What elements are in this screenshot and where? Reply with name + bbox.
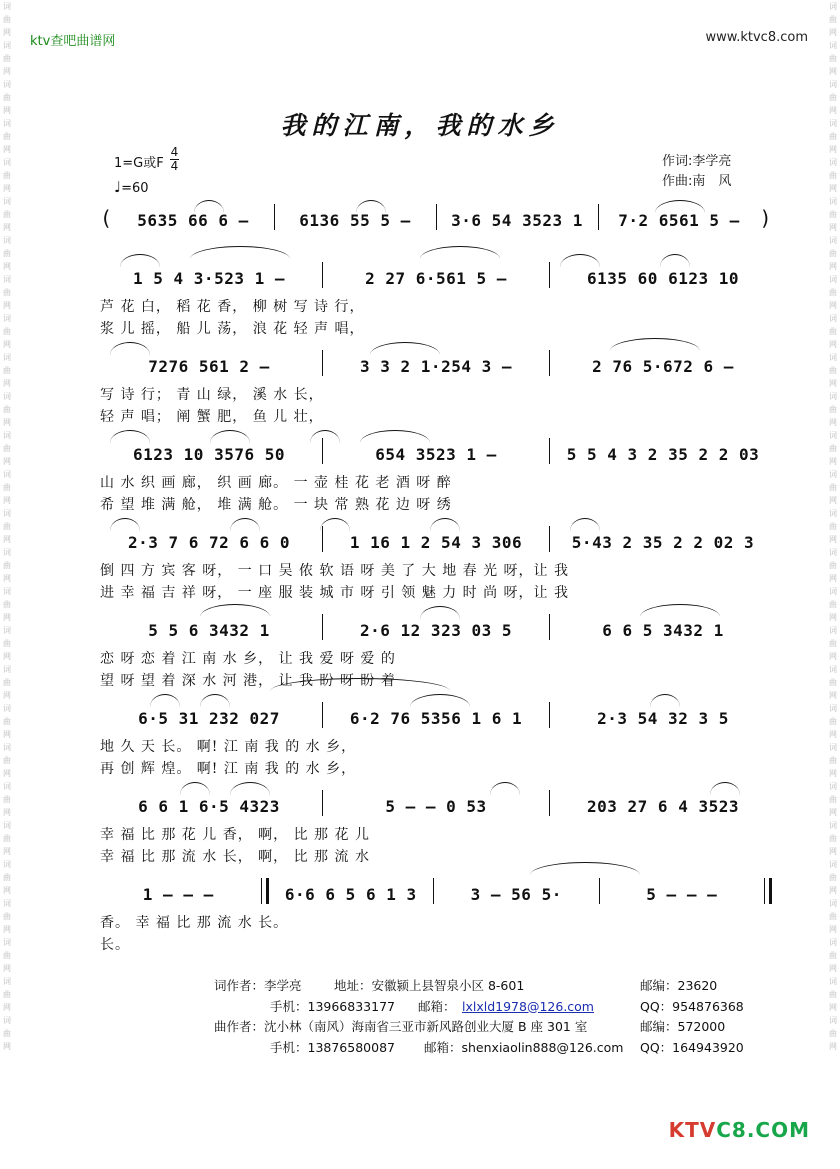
lyric-verse-2: 浆 儿 摇， 船 儿 荡， 浪 花 轻 声 唱，	[100, 321, 365, 337]
barline	[322, 702, 323, 728]
slur	[420, 606, 460, 619]
barline	[599, 878, 600, 904]
composer-postcode: 邮编：572000	[640, 1019, 726, 1034]
time-signature-bottom: 4	[170, 159, 179, 173]
slur	[710, 782, 740, 795]
lyric-verse-1: 幸 福 比 那 花 儿 香， 啊， 比 那 花 儿	[100, 827, 370, 843]
score-system	[100, 790, 772, 868]
measure: 2·6 12 323 03 5	[360, 621, 512, 640]
logo-part-1: KTV	[668, 1118, 717, 1142]
lyric-verse-1: 倒 四 方 宾 客 呀， 一 口 吴 侬 软 语 呀 美 了 大 地 春 光 呀，让 我	[100, 563, 570, 579]
lyric-verse-2: 长。	[100, 937, 130, 953]
lyricist-address: 地址：安徽颍上县智泉小区 8-601	[334, 978, 525, 993]
tempo-marking	[114, 178, 149, 196]
slur	[194, 200, 224, 213]
slur	[110, 518, 140, 531]
score-system-intro	[100, 204, 772, 234]
score-system	[100, 262, 772, 340]
lyric-verse-2: 进 幸 福 吉 祥 呀， 一 座 服 装 城 市 呀 引 领 魅 力 时 尚 呀，让 我	[100, 585, 570, 601]
score-system	[100, 702, 772, 780]
time-signature	[170, 146, 179, 173]
composer-phone: 手机：13876580087	[270, 1039, 395, 1055]
lyric-verse-1: 芦 花 白， 稻 花 香， 柳 树 写 诗 行，	[100, 299, 365, 315]
measure: 6123 10 3576 50	[133, 445, 285, 464]
lyricist-name: 词作者：李学亮	[214, 978, 302, 993]
measure: 7276 561 2 –	[148, 357, 270, 376]
measure: 5635 66 6 –	[137, 211, 249, 230]
slur	[370, 342, 440, 355]
barline	[322, 790, 323, 816]
slur	[310, 430, 340, 443]
barline	[549, 702, 550, 728]
slur	[200, 604, 270, 617]
measure: 6136 55 5 –	[299, 211, 411, 230]
lyric-verse-2: 幸 福 比 那 流 水 长， 啊， 比 那 流 水	[100, 849, 370, 865]
measure: 2·3 7 6 72 6 6 0	[127, 533, 291, 552]
slur	[356, 200, 386, 213]
measure: 1 16 1 2 54 3 306	[349, 533, 523, 552]
barline	[549, 262, 550, 288]
slur	[230, 518, 260, 531]
measure: 1 5 4 3·523 1 –	[133, 269, 285, 288]
measure: 5 – – 0 53	[385, 797, 487, 816]
score-system	[100, 526, 772, 604]
slur	[150, 694, 180, 707]
lyric-verse-1: 山 水 织 画 廊， 织 画 廊。 一 壶 桂 花 老 酒 呀 醉	[100, 475, 452, 491]
repeat-barline	[261, 878, 269, 904]
barline	[322, 614, 323, 640]
measure: 654 3523 1 –	[375, 445, 497, 464]
measure: 1 – – –	[142, 885, 214, 904]
score-system	[100, 438, 772, 516]
slur	[650, 694, 680, 707]
barline	[274, 204, 275, 230]
measure: 5 5 6 3432 1	[148, 621, 270, 640]
slur	[210, 430, 250, 443]
slur	[570, 518, 600, 531]
slur	[190, 246, 290, 259]
slur	[200, 694, 230, 707]
measure: 6 6 5 3432 1	[602, 621, 724, 640]
key-signature: 1=G或F	[114, 156, 164, 171]
measure: 6·5 31 232 027	[138, 709, 280, 728]
slur	[560, 254, 600, 267]
tempo-value: =60	[121, 181, 149, 196]
measure: 6 6 1 6·5 4323	[138, 797, 280, 816]
slur	[430, 518, 460, 531]
measure: 2 27 6·561 5 –	[365, 269, 507, 288]
lyricist-email-label: 邮箱：	[418, 998, 456, 1014]
barline	[549, 350, 550, 376]
slur	[110, 430, 150, 443]
site-url-right[interactable]: www.ktvc8.com	[705, 30, 808, 45]
lyricist-email-link[interactable]: lxlxld1978@126.com	[462, 998, 594, 1014]
side-watermark-left: 词曲网词曲网词曲网词曲网词曲网词曲网词曲网词曲网词曲网词曲网词曲网词曲网词曲网词曲网词曲网词曲网词曲网词曲网词曲网词曲网词曲网词曲网词曲网词曲网词曲网词曲网词曲网	[3, 2, 11, 1051]
repeat-open-paren: (	[100, 206, 113, 230]
lyric-verse-1: 地 久 天 长。 啊! 江 南 我 的 水 乡，	[100, 739, 357, 755]
ktvc8-logo	[669, 1118, 810, 1142]
slur	[360, 430, 430, 443]
lyric-verse-2: 再 创 辉 煌。 啊! 江 南 我 的 水 乡，	[100, 761, 357, 777]
slur	[655, 200, 705, 213]
barline	[322, 262, 323, 288]
lyricist-postcode: 邮编：23620	[640, 978, 718, 993]
side-watermark-right: 词曲网词曲网词曲网词曲网词曲网词曲网词曲网词曲网词曲网词曲网词曲网词曲网词曲网词曲网词曲网词曲网词曲网词曲网词曲网词曲网词曲网词曲网词曲网词曲网词曲网词曲网词曲网	[829, 2, 837, 1051]
composer-info: 曲作者：沈小林（南风）海南省三亚市新风路创业大厦 B 座 301 室	[214, 1019, 588, 1034]
notation-row	[100, 438, 772, 464]
barline	[322, 350, 323, 376]
measure: 6135 60 6123 10	[587, 269, 739, 288]
slur	[490, 782, 520, 795]
barline	[598, 204, 599, 230]
measure: 3·6 54 3523 1	[451, 211, 583, 230]
measure: 5 5 4 3 2 35 2 2 03	[566, 445, 760, 464]
score-system	[100, 614, 772, 692]
score-system	[100, 350, 772, 428]
notation-row	[100, 878, 772, 904]
composer-email: 邮箱：shenxiaolin888@126.com	[424, 1039, 624, 1055]
measure: 3 – 56 5·	[470, 885, 562, 904]
lyricist-qq: QQ：954876368	[640, 998, 744, 1014]
logo-part-2: C8.COM	[716, 1118, 810, 1142]
measure: 3 3 2 1·254 3 –	[360, 357, 512, 376]
quarter-note-icon: ♩	[114, 178, 122, 196]
slur	[660, 254, 690, 267]
slur	[410, 694, 470, 707]
slur	[230, 782, 270, 795]
slur	[640, 604, 720, 617]
site-name-left[interactable]: ktv查吧曲谱网	[30, 34, 116, 49]
barline	[549, 614, 550, 640]
repeat-close-paren: )	[759, 206, 773, 230]
composer-credit: 作曲:南 风	[662, 174, 732, 189]
score-system	[100, 878, 772, 956]
measure: 5 – – –	[646, 885, 718, 904]
final-barline	[764, 878, 772, 904]
barline	[433, 878, 434, 904]
measure: 203 27 6 4 3523	[587, 797, 739, 816]
slur	[110, 342, 150, 355]
song-title: 我的江南，我的水乡	[280, 111, 560, 140]
slur	[320, 518, 350, 531]
slur	[420, 246, 500, 259]
barline	[549, 526, 550, 552]
lyric-verse-1: 香。 幸 福 比 那 流 水 长。	[100, 915, 289, 931]
time-signature-top: 4	[170, 145, 179, 159]
lyric-verse-2: 轻 声 唱； 阐 蟹 肥， 鱼 儿 壮，	[100, 409, 324, 425]
measure: 6·2 76 5356 1 6 1	[349, 709, 523, 728]
lyricist-phone: 手机：13966833177	[270, 998, 395, 1014]
measure: 2 76 5·672 6 –	[592, 357, 734, 376]
measure: 2·3 54 32 3 5	[597, 709, 729, 728]
measure: 6·6 6 5 6 1 3	[284, 885, 417, 904]
lyric-verse-1: 写 诗 行； 青 山 绿， 溪 水 长，	[100, 387, 324, 403]
measure: 5·43 2 35 2 2 02 3	[571, 533, 755, 552]
composer-qq: QQ：164943920	[640, 1039, 744, 1055]
lyricist-credit: 作词:李学亮	[662, 154, 732, 169]
slur	[180, 782, 210, 795]
barline	[549, 790, 550, 816]
barline	[436, 204, 437, 230]
lyric-verse-2: 望 呀 望 着 深 水 河 港， 让 我 盼 呀 盼 着	[100, 673, 396, 689]
measure: 7·2 6561 5 –	[618, 211, 740, 230]
slur	[120, 254, 160, 267]
barline	[549, 438, 550, 464]
credits	[662, 152, 731, 192]
lyric-verse-2: 希 望 堆 满 舱， 堆 满 舱。 一 块 常 熟 花 边 呀 绣	[100, 497, 452, 513]
lyric-verse-1: 恋 呀 恋 着 江 南 水 乡， 让 我 爱 呀 爱 的	[100, 651, 396, 667]
